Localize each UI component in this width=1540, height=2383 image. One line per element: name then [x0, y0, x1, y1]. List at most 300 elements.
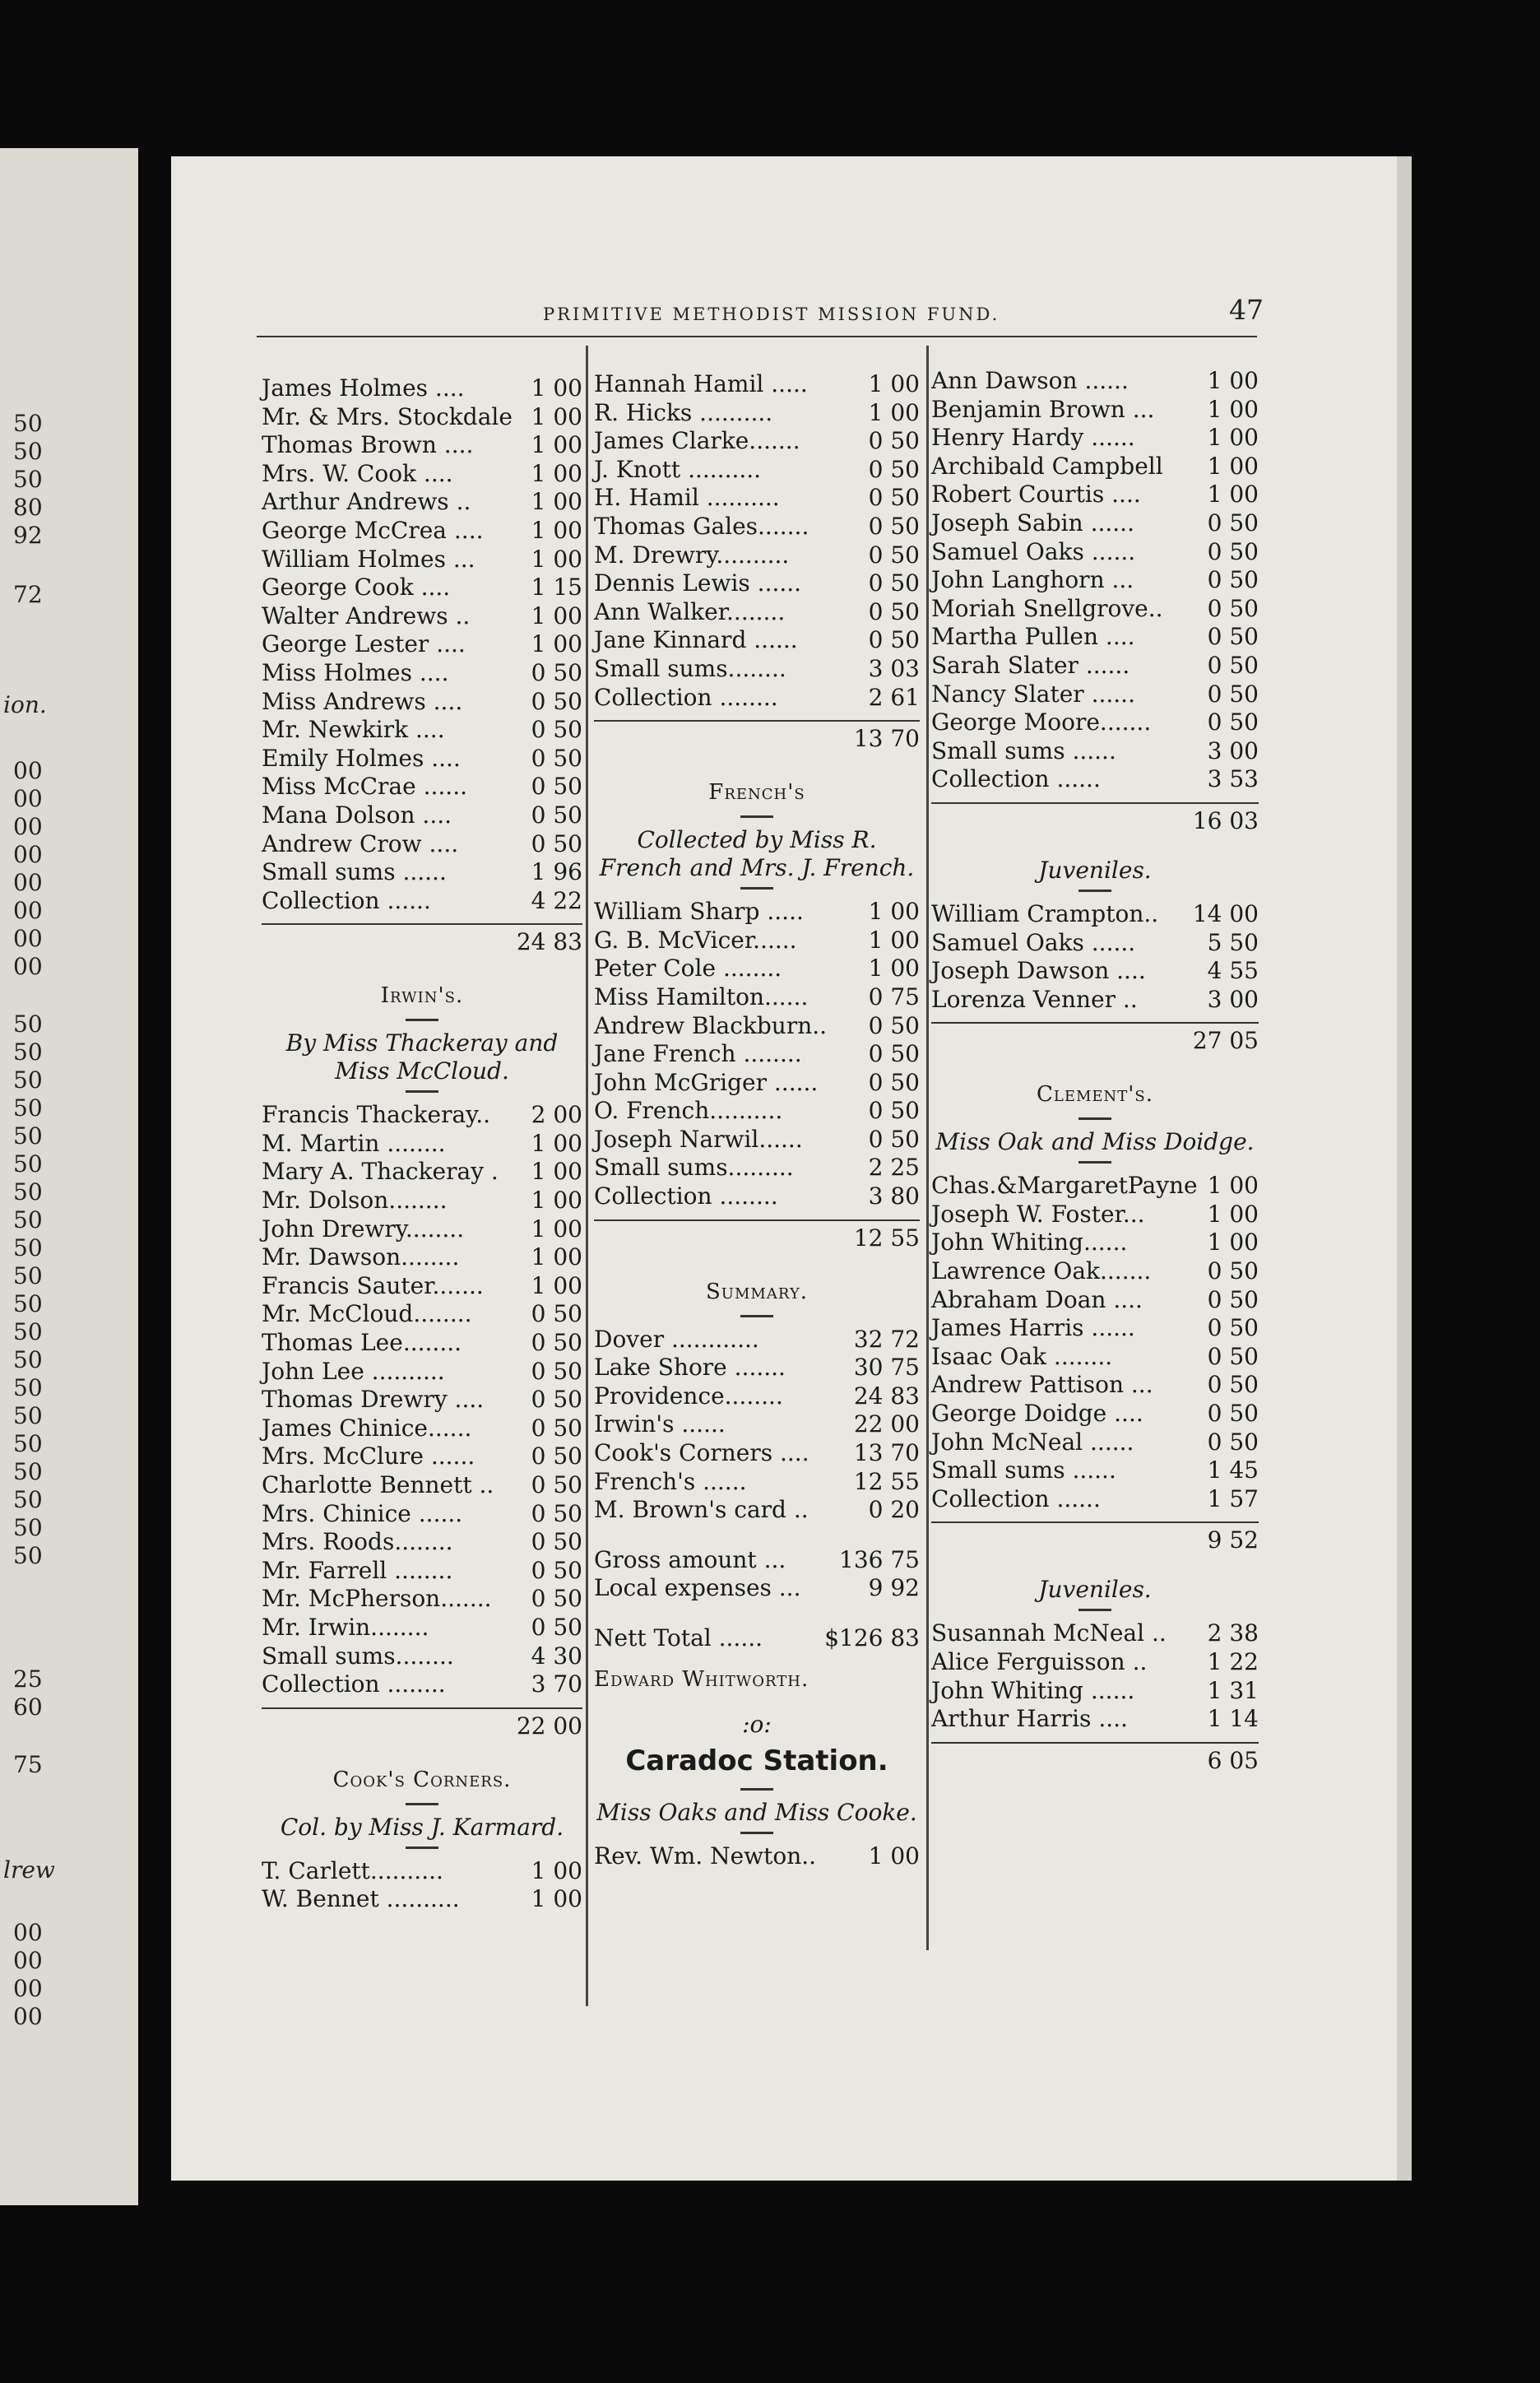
heading-dash — [740, 815, 773, 818]
cooks-corners-heading: Cook's Corners. — [332, 1767, 512, 1792]
entry-row — [594, 1842, 920, 1871]
entry-name: Mrs. W. Cook .... — [262, 459, 453, 487]
entry-amount: 0 50 — [868, 541, 920, 569]
entry-amount: 1 00 — [531, 1129, 582, 1157]
juveniles-list-2 — [931, 1619, 1259, 1733]
entry-row — [931, 1619, 1259, 1648]
entry-name: Joseph W. Foster... — [931, 1200, 1145, 1228]
juveniles-list-1 — [931, 900, 1259, 1014]
entry-row — [594, 1410, 920, 1439]
entry-amount: 0 50 — [868, 1040, 920, 1068]
entry-amount: 2 61 — [868, 683, 920, 711]
irwins-heading: Irwin's. — [380, 983, 464, 1009]
entry-amount: 1 14 — [1207, 1705, 1259, 1733]
entry-amount: 0 50 — [531, 1556, 582, 1584]
column-divider-1 — [586, 346, 588, 2006]
entry-row — [594, 1126, 920, 1154]
entry-name: Providence........ — [594, 1382, 783, 1410]
entry-amount: 0 50 — [531, 829, 582, 857]
entry-name: Small sums........ — [594, 654, 786, 682]
column-divider-2 — [926, 346, 929, 1950]
entry-row — [594, 1496, 920, 1525]
entry-name: George Moore....... — [931, 708, 1152, 736]
entry-row — [931, 509, 1259, 538]
entry-row — [262, 460, 582, 489]
left-page-number: 50 — [13, 1514, 43, 1541]
entry-name: Henry Hardy ...... — [931, 424, 1135, 452]
entry-row — [262, 403, 582, 432]
entry-amount: 0 50 — [531, 744, 582, 772]
entry-amount: 1 00 — [531, 630, 582, 658]
entry-amount: 1 00 — [1207, 424, 1259, 452]
left-page-number: 50 — [13, 1038, 43, 1066]
section-separator: :o: — [742, 1710, 772, 1738]
entry-row — [594, 684, 920, 713]
entry-row — [262, 374, 582, 403]
heading-dash — [740, 1832, 773, 1834]
entry-name: John Whiting ...... — [931, 1676, 1135, 1704]
entry-amount: 0 50 — [868, 1068, 920, 1096]
entry-name: William Crampton.. — [931, 899, 1159, 927]
entry-amount: 1 45 — [1207, 1456, 1259, 1484]
page-header: PRIMITIVE METHODIST MISSION FUND. — [543, 304, 1000, 324]
col3-total-3: 9 52 — [931, 1521, 1259, 1558]
entry-row — [931, 681, 1259, 709]
entry-name: Samuel Oaks ...... — [931, 928, 1136, 956]
entry-amount: 2 25 — [868, 1154, 920, 1182]
left-page-number: 72 — [13, 581, 43, 608]
entry-name: Jane French ........ — [594, 1040, 802, 1068]
entry-amount: 0 50 — [1207, 680, 1259, 708]
entry-amount: 0 50 — [1207, 651, 1259, 679]
entry-amount: 0 50 — [868, 484, 920, 512]
entry-amount: 3 53 — [1207, 765, 1259, 793]
left-page-number: 50 — [13, 1402, 43, 1429]
entry-row — [262, 1557, 582, 1586]
left-page-number: 00 — [13, 841, 43, 868]
entry-row — [262, 659, 582, 688]
entry-row — [931, 1456, 1259, 1485]
entry-amount: 32 72 — [853, 1325, 920, 1353]
left-page-number: 60 — [13, 1693, 43, 1721]
entry-row — [262, 801, 582, 830]
entry-row — [931, 1371, 1259, 1400]
entry-amount: 3 00 — [1207, 985, 1259, 1013]
entry-name: M. Brown's card .. — [594, 1496, 809, 1524]
entry-name: Moriah Snellgrove.. — [931, 594, 1163, 622]
entry-amount: 1 00 — [1207, 1229, 1259, 1257]
left-page-number: 00 — [13, 757, 43, 784]
entry-amount: 1 00 — [531, 1187, 582, 1215]
entry-amount: 1 57 — [1207, 1484, 1259, 1512]
entry-row — [262, 1500, 582, 1529]
entry-amount: 1 00 — [868, 955, 920, 982]
entry-name: Jane Kinnard ...... — [594, 626, 798, 654]
entry-amount: 1 00 — [531, 374, 582, 402]
entry-name: Arthur Andrews .. — [262, 488, 471, 516]
entry-amount: 0 50 — [1207, 623, 1259, 651]
entry-row — [262, 1358, 582, 1387]
entry-name: French's ...... — [594, 1467, 747, 1495]
entry-row — [931, 1400, 1259, 1428]
entry-name: Joseph Dawson .... — [931, 957, 1146, 985]
col3-total-2: 27 05 — [931, 1022, 1259, 1058]
entry-amount: 1 00 — [1207, 481, 1259, 509]
entry-name: Ann Walker........ — [594, 597, 786, 625]
entry-row — [931, 566, 1259, 595]
entry-name: Small sums........ — [262, 1642, 454, 1670]
entry-name: William Sharp ..... — [594, 898, 804, 926]
entry-row — [594, 569, 920, 598]
entry-row — [594, 427, 920, 456]
entry-row — [931, 708, 1259, 737]
left-page-number: 50 — [13, 1262, 43, 1289]
entry-name: Miss Andrews .... — [262, 687, 463, 715]
entry-name: George McCrea .... — [262, 516, 484, 544]
entry-row — [262, 1272, 582, 1301]
entry-row — [931, 1172, 1259, 1201]
entry-amount: 1 00 — [1207, 1172, 1259, 1200]
entry-name: Thomas Drewry .... — [262, 1386, 485, 1414]
entry-name: John Drewry........ — [262, 1215, 465, 1243]
entry-name: Martha Pullen .... — [931, 623, 1135, 651]
local-expenses-row: Local expenses ... 9 92 — [594, 1574, 920, 1602]
entry-amount: 1 00 — [531, 459, 582, 487]
col3-list-1 — [931, 367, 1259, 794]
station-collectors: Miss Oaks and Miss Cooke. — [596, 1798, 917, 1826]
irwins-collectors: By Miss Thackeray and Miss McCloud. — [285, 1029, 559, 1085]
entry-row — [594, 484, 920, 513]
entry-name: Isaac Oak ........ — [931, 1342, 1113, 1370]
entry-name: James Clarke....... — [594, 427, 800, 455]
entry-row — [931, 986, 1259, 1015]
entry-name: Mr. & Mrs. Stockdale — [262, 402, 513, 430]
entry-amount: 5 50 — [1207, 928, 1259, 956]
entry-amount: 0 20 — [868, 1496, 920, 1524]
entry-name: Mrs. McClure ...... — [262, 1442, 475, 1470]
entry-amount: 1 00 — [531, 1215, 582, 1243]
entry-name: Nancy Slater ...... — [931, 680, 1135, 708]
entry-row — [594, 1326, 920, 1354]
entry-amount: 0 50 — [531, 1613, 582, 1641]
entry-amount: 1 22 — [1207, 1648, 1259, 1675]
entry-row — [931, 1286, 1259, 1315]
entry-amount: 0 75 — [868, 982, 920, 1010]
left-page-number: 00 — [13, 869, 43, 896]
entry-row — [594, 927, 920, 955]
entry-name: James Holmes .... — [262, 374, 465, 402]
page-number: 47 — [1229, 294, 1264, 326]
entry-name: Walter Andrews .. — [262, 602, 471, 629]
entry-name: Miss Hamilton...... — [594, 982, 809, 1010]
entry-name: Francis Thackeray.. — [262, 1101, 491, 1129]
entry-amount: 14 00 — [1192, 899, 1259, 927]
left-page-number: 00 — [13, 2003, 43, 2030]
entry-row — [931, 957, 1259, 986]
entry-name: Mr. Farrell ........ — [262, 1556, 453, 1584]
entry-name: John Whiting...... — [931, 1229, 1128, 1257]
entry-row — [262, 1215, 582, 1244]
left-page-number: 50 — [13, 1010, 43, 1038]
heading-dash — [740, 1315, 773, 1317]
entry-row — [262, 1442, 582, 1471]
entry-name: Robert Courtis .... — [931, 481, 1141, 509]
entry-row — [262, 602, 582, 631]
left-page-number: 50 — [13, 1318, 43, 1345]
entry-name: Collection ........ — [594, 1182, 778, 1210]
entry-name: J. Knott .......... — [594, 455, 762, 483]
entry-row — [931, 1705, 1259, 1734]
col3-total-1: 16 03 — [931, 802, 1259, 838]
entry-amount: 30 75 — [853, 1354, 920, 1382]
entry-row — [262, 1670, 582, 1699]
entry-row — [931, 1201, 1259, 1229]
entry-amount: 1 00 — [531, 545, 582, 573]
entry-name: William Holmes ... — [262, 545, 475, 573]
col3-list-2 — [931, 1172, 1259, 1513]
entry-amount: 0 50 — [531, 716, 582, 744]
entry-name: Lorenza Venner .. — [931, 985, 1138, 1013]
entry-row — [262, 1414, 582, 1443]
entry-row — [262, 1329, 582, 1358]
entry-amount: 2 00 — [531, 1101, 582, 1129]
entry-amount: 4 55 — [1207, 957, 1259, 985]
entry-row — [262, 1885, 582, 1914]
gross-amount-row: Gross amount ... 136 75 — [594, 1545, 920, 1573]
entry-row — [594, 1182, 920, 1211]
entry-name: Collection ...... — [931, 765, 1101, 793]
entry-row — [594, 1382, 920, 1411]
entry-name: Andrew Blackburn.. — [594, 1011, 828, 1039]
left-page-number: 50 — [13, 1346, 43, 1373]
entry-row — [931, 538, 1259, 567]
left-page-fragment: ion. — [3, 691, 47, 718]
col1-total-1: 24 83 — [262, 923, 582, 959]
entry-amount: 1 00 — [1207, 1200, 1259, 1228]
entry-amount: 1 00 — [531, 488, 582, 516]
entry-name: Andrew Crow .... — [262, 829, 459, 857]
entry-name: Mrs. Chinice ...... — [262, 1499, 463, 1527]
entry-amount: 1 00 — [531, 1243, 582, 1271]
entry-row — [262, 1386, 582, 1414]
entry-row — [594, 1040, 920, 1069]
entry-name: Chas.&MargaretPayne — [931, 1172, 1198, 1200]
entry-name: Joseph Sabin ...... — [931, 509, 1134, 537]
entry-name: Thomas Gales....... — [594, 512, 809, 540]
left-page-number: 50 — [13, 1206, 43, 1233]
entry-amount: 0 50 — [531, 1442, 582, 1470]
entry-row — [931, 1229, 1259, 1257]
entry-amount: 1 00 — [1207, 367, 1259, 394]
entry-row — [594, 655, 920, 684]
left-page-number: 00 — [13, 1919, 43, 1946]
col3-total-4: 6 05 — [931, 1742, 1259, 1778]
entry-amount: 1 00 — [531, 1271, 582, 1299]
entry-name: T. Carlett.......... — [262, 1856, 443, 1884]
entry-name: Mr. McCloud........ — [262, 1300, 472, 1328]
col2-total-1: 13 70 — [594, 720, 920, 756]
entry-name: Small sums ...... — [931, 1456, 1116, 1484]
entry-amount: 1 00 — [531, 602, 582, 629]
heading-dash — [1078, 1117, 1111, 1120]
entry-amount: 0 50 — [868, 512, 920, 540]
left-page-number: 00 — [13, 1975, 43, 2002]
entry-amount: 0 50 — [531, 1414, 582, 1442]
entry-row — [262, 1243, 582, 1272]
heading-dash — [1078, 1161, 1111, 1164]
entry-row — [262, 574, 582, 602]
entry-amount: 0 50 — [531, 1300, 582, 1328]
left-page-fragment: lrew — [3, 1856, 55, 1884]
entry-name: Mr. Dolson........ — [262, 1187, 448, 1215]
entry-row — [594, 456, 920, 485]
left-page-number: 00 — [13, 785, 43, 812]
entry-amount: 1 00 — [1207, 395, 1259, 423]
entry-row — [931, 396, 1259, 425]
entry-name: H. Hamil .......... — [594, 484, 780, 512]
entry-name: Lake Shore ....... — [594, 1354, 786, 1382]
entry-row — [262, 1471, 582, 1500]
entry-name: John McNeal ...... — [931, 1428, 1134, 1456]
entry-row — [262, 688, 582, 717]
entry-row — [594, 626, 920, 655]
entry-name: Alice Ferguisson .. — [931, 1648, 1148, 1675]
column-3 — [931, 367, 1259, 1778]
entry-name: Mr. Newkirk .... — [262, 716, 445, 744]
entry-amount: 1 00 — [531, 431, 582, 459]
entry-name: G. B. McVicer...... — [594, 926, 797, 954]
entry-amount: 1 00 — [531, 1856, 582, 1884]
entry-name: Thomas Brown .... — [262, 431, 474, 459]
entry-amount: 3 70 — [531, 1670, 582, 1698]
entry-amount: 0 50 — [868, 597, 920, 625]
juveniles-heading: Juveniles. — [1038, 856, 1152, 884]
clements-heading: Clement's. — [1036, 1082, 1154, 1108]
column-1 — [262, 374, 582, 1914]
entry-amount: 0 50 — [1207, 1314, 1259, 1342]
entry-name: Arthur Harris .... — [931, 1705, 1128, 1733]
left-page-number: 50 — [13, 1234, 43, 1261]
entry-name: Emily Holmes .... — [262, 744, 461, 772]
entry-name: James Harris ...... — [931, 1314, 1135, 1342]
entry-row — [262, 1528, 582, 1557]
entry-row — [594, 1354, 920, 1382]
entry-amount: 1 00 — [868, 1842, 920, 1870]
entry-name: Rev. Wm. Newton.. — [594, 1842, 817, 1870]
frenchs-collectors: Collected by Miss R. French and Mrs. J. French. — [599, 826, 915, 882]
entry-amount: 0 50 — [1207, 1257, 1259, 1285]
entry-amount: 1 00 — [868, 370, 920, 397]
left-page-number: 50 — [13, 466, 43, 493]
station-title: Caradoc Station. — [625, 1744, 888, 1777]
entry-row — [931, 453, 1259, 481]
entry-amount: 1 96 — [531, 858, 582, 886]
entry-amount: 0 50 — [1207, 1342, 1259, 1370]
left-page-number: 00 — [13, 953, 43, 980]
entry-amount: 0 50 — [531, 773, 582, 801]
entry-amount: 2 38 — [1207, 1619, 1259, 1647]
entry-row — [594, 541, 920, 570]
entry-name: John Langhorn ... — [931, 566, 1134, 594]
left-page-number: 00 — [13, 897, 43, 924]
entry-name: James Chinice...... — [262, 1414, 472, 1442]
entry-name: George Doidge .... — [931, 1400, 1143, 1428]
entry-row — [262, 1130, 582, 1159]
entry-name: Mary A. Thackeray . — [262, 1158, 499, 1186]
col2-total-2: 12 55 — [594, 1219, 920, 1256]
entry-amount: 0 50 — [868, 1097, 920, 1125]
col1-list-2 — [262, 1101, 582, 1698]
entry-amount: 0 50 — [531, 1357, 582, 1385]
entry-amount: 3 00 — [1207, 736, 1259, 764]
entry-amount: 0 50 — [531, 1471, 582, 1498]
entry-row — [931, 595, 1259, 624]
left-page-number: 50 — [13, 1374, 43, 1401]
entry-name: O. French.......... — [594, 1097, 783, 1125]
entry-amount: 0 50 — [868, 427, 920, 455]
heading-dash — [1078, 890, 1111, 892]
left-page-number: 50 — [13, 1290, 43, 1317]
entry-name: Charlotte Bennett .. — [262, 1471, 494, 1498]
entry-name: Mr. Irwin........ — [262, 1613, 429, 1641]
entry-row — [931, 1428, 1259, 1457]
entry-amount: 22 00 — [853, 1410, 920, 1438]
entry-row — [262, 1101, 582, 1130]
entry-amount: 0 50 — [868, 455, 920, 483]
entry-name: Thomas Lee........ — [262, 1329, 462, 1357]
entry-row — [931, 765, 1259, 794]
entry-name: Miss McCrae ...... — [262, 773, 467, 801]
entry-row — [262, 630, 582, 659]
entry-row — [262, 745, 582, 773]
entry-row — [262, 887, 582, 916]
entry-amount: 0 50 — [868, 626, 920, 654]
left-page-number: 50 — [13, 438, 43, 465]
entry-row — [594, 955, 920, 983]
entry-row — [931, 1677, 1259, 1706]
entry-name: Archibald Campbell — [931, 452, 1163, 480]
entry-name: Peter Cole ........ — [594, 955, 782, 982]
entry-row — [594, 1069, 920, 1098]
entry-row — [594, 1439, 920, 1468]
entry-amount: 0 50 — [1207, 1371, 1259, 1399]
entry-name: M. Drewry.......... — [594, 541, 790, 569]
heading-dash — [406, 1803, 438, 1805]
col1-list-1 — [262, 374, 582, 915]
entry-name: Mr. Dawson........ — [262, 1243, 460, 1271]
column-2 — [594, 370, 920, 1870]
entry-amount: 3 80 — [868, 1182, 920, 1210]
entry-row — [931, 367, 1259, 396]
entry-amount: 0 50 — [1207, 708, 1259, 736]
entry-row — [262, 1158, 582, 1187]
entry-amount: 1 00 — [868, 398, 920, 426]
entry-amount: 0 50 — [868, 569, 920, 597]
entry-amount: 0 50 — [531, 801, 582, 829]
entry-amount: 0 50 — [531, 1528, 582, 1556]
entry-amount: 4 22 — [531, 886, 582, 914]
entry-name: Collection ........ — [262, 1670, 446, 1698]
heading-dash — [1078, 1609, 1111, 1611]
entry-name: M. Martin ........ — [262, 1129, 446, 1157]
col1-total-2: 22 00 — [262, 1707, 582, 1744]
left-page-number: 50 — [13, 1458, 43, 1485]
entry-name: Susannah McNeal .. — [931, 1619, 1167, 1647]
entry-row — [262, 773, 582, 801]
entry-amount: 0 50 — [868, 1125, 920, 1153]
entry-amount: 3 03 — [868, 654, 920, 682]
entry-amount: 0 50 — [531, 1585, 582, 1613]
